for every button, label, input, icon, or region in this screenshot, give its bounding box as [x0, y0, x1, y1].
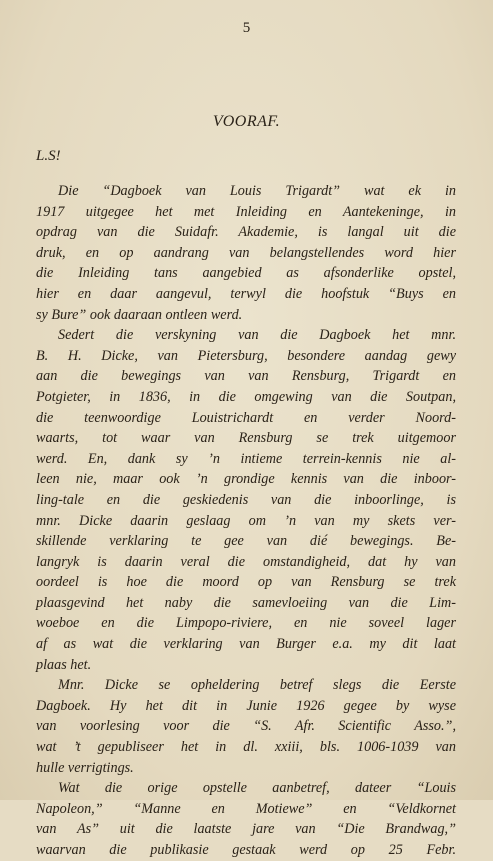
text-line: die teenwoordige Louistrichardt en verder Noord-: [36, 409, 456, 426]
text-line: B. H. Dicke, van Pietersburg, besondere aandag gewy: [36, 347, 456, 364]
text-line: druk, en op aandrang van belangstellendes word hier: [36, 244, 456, 261]
text-line: leen nie, maar ook ’n grondige kennis van die inboor-: [36, 471, 456, 488]
text-line: oordeel is hoe die moord op van Rensburg se trek: [36, 574, 456, 591]
text-line: woeboe en die Limpopo-riviere, en nie soveel lager: [36, 615, 456, 632]
text-line: mnr. Dicke daarin geslaag om ’n van my skets ver-: [36, 512, 456, 529]
text-line: Sedert die verskyning van die Dagboek het mnr.: [58, 327, 456, 344]
paragraph: [36, 778, 456, 860]
text-line: Dagboek. Hy het dit in Junie 1926 gegee by wyse: [36, 697, 456, 714]
text-line: waarvan die publikasie gestaak werd op 25 Febr.: [36, 842, 456, 858]
text-line: plaasgevind het naby die samevloeiing van die Lim-: [36, 594, 456, 611]
text-line: af as wat die verklaring van Burger e.a. my dit laat: [36, 636, 456, 653]
text-line: Napoleon,” “Manne en Motiewe” en “Veldkornet: [36, 800, 456, 817]
text-line: wat ’t gepubliseer het in dl. xxiii, bls. 1006-1039 van: [36, 739, 456, 756]
text-line: van voorlesing voor die “S. Afr. Scientific Asso.”,: [36, 718, 456, 735]
text-line: skillende verklaring te gee van dié bewegings. Be-: [36, 533, 456, 550]
text-line: 1917 uitgegee het met Inleiding en Aantekeninge, in: [36, 203, 456, 220]
text-line: Die “Dagboek van Louis Trigardt” wat ek in: [58, 183, 456, 199]
text-line: Wat die orige opstelle aanbetref, dateer “Louis: [58, 780, 456, 797]
text-line: sy Bure” ook daaraan ontleen werd.: [36, 306, 243, 323]
text-line: aan die bewegings van van Rensburg, Trigardt en: [36, 368, 456, 385]
page-number: 5: [242, 20, 251, 36]
text-line: langryk is daarin veral die omstandigheid, dat hy van: [36, 553, 456, 570]
text-line: opdrag van die Suidafr. Akademie, is langal uit die: [36, 224, 456, 241]
text-line: Potgieter, in 1836, in die omgewing van die Soutpan,: [36, 388, 456, 405]
text-line: die Inleiding tans aangebied as afsonderlike opstel,: [36, 265, 456, 282]
text-line: plaas het.: [36, 656, 92, 673]
text-line: hulle verrigtings.: [36, 759, 134, 776]
text-line: van As” uit die laatste jare van “Die Brandwag,”: [36, 821, 456, 838]
text-line: hier en daar aangevul, terwyl die hoofstuk “Buys en: [36, 285, 456, 302]
paragraph: [36, 675, 456, 778]
text-line: werd. En, dank sy ’n intieme terrein-kennis nie al-: [36, 450, 456, 467]
text-line: waarts, tot waar van Rensburg se trek uitgemoor: [36, 430, 456, 447]
text-line: ling-tale en die geskiedenis van die inboorlinge, is: [36, 491, 456, 508]
text-line: Mnr. Dicke se opheldering betref slegs die Eerste: [58, 677, 456, 694]
chapter-heading: VOORAF.: [212, 113, 281, 130]
body-text: [36, 181, 456, 861]
paragraph: [36, 181, 456, 325]
paragraph: [36, 325, 456, 675]
salutation: L.S!: [36, 148, 61, 164]
